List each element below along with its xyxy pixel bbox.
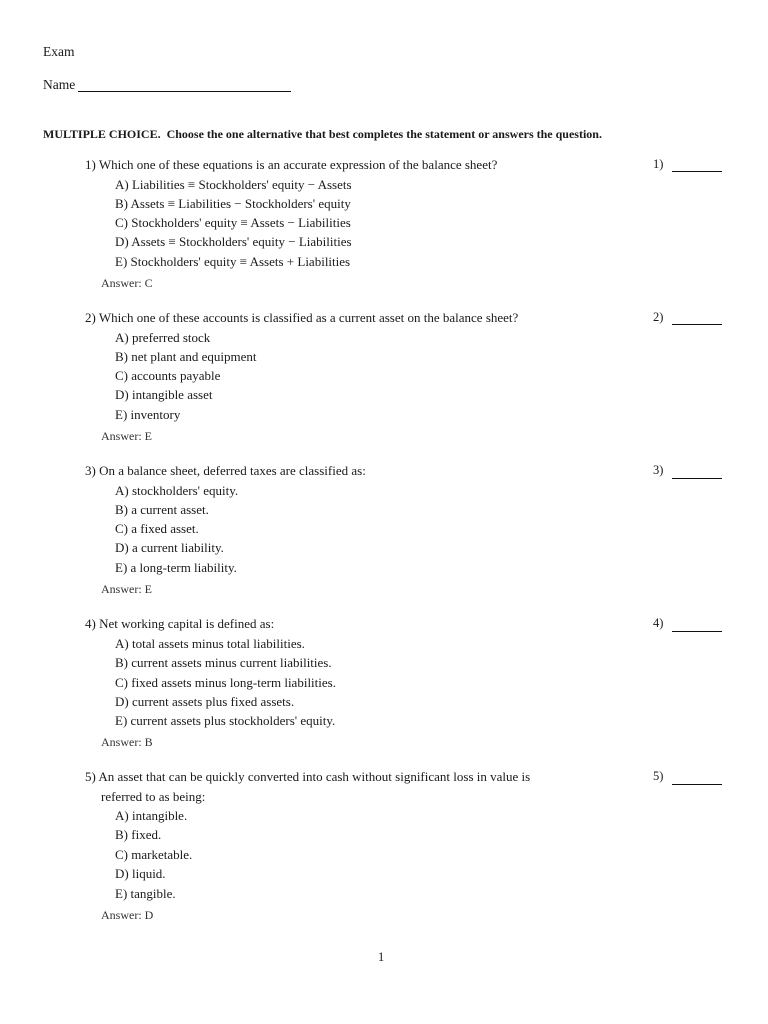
answer-label: Answer:: [101, 735, 142, 749]
answer-label: Answer:: [101, 429, 142, 443]
question-2-option-b[interactable]: B) net plant and equipment: [115, 349, 257, 364]
question-3-stem: [85, 463, 366, 479]
question-3-option-e[interactable]: E) a long-term liability.: [115, 560, 237, 575]
question-2-answer-blank[interactable]: [672, 324, 722, 325]
question-1-text: Which one of these equations is an accurate expression of the balance sheet?: [98, 157, 498, 172]
question-2-option-a[interactable]: A) preferred stock: [115, 330, 211, 345]
question-2-option-e[interactable]: E) inventory: [115, 407, 181, 422]
question-5-text: An asset that can be quickly converted into cash without significant loss in value is: [98, 769, 531, 784]
answer-label: Answer:: [101, 908, 142, 922]
answer-value: D: [144, 908, 154, 922]
question-2-option-d[interactable]: D) intangible asset: [115, 387, 213, 402]
question-2-number: 2): [85, 310, 96, 325]
question-5-option-b[interactable]: B) fixed.: [115, 827, 162, 842]
question-4-option-a[interactable]: A) total assets minus total liabilities.: [115, 636, 305, 651]
question-1-answer: [101, 276, 153, 291]
question-1-stem: [85, 157, 497, 173]
question-2-stem: [85, 310, 518, 326]
question-1-answer-blank[interactable]: [672, 171, 722, 172]
question-5-answer: [101, 908, 153, 923]
question-2-blank-number: 2): [653, 310, 664, 324]
question-4-number: 4): [85, 616, 96, 631]
question-4-option-c[interactable]: C) fixed assets minus long-term liabilities.: [115, 675, 336, 690]
question-4-answer-blank[interactable]: [672, 631, 722, 632]
instructions-text: Choose the one alternative that best completes the statement or answers the question.: [166, 127, 602, 141]
answer-value: B: [144, 735, 153, 749]
question-5-number: 5): [85, 769, 96, 784]
question-4-blank-number: 4): [653, 616, 664, 630]
name-label: Name: [43, 77, 76, 92]
question-5-text-continued: referred to as being:: [101, 789, 206, 804]
question-5-answer-blank[interactable]: [672, 784, 722, 785]
question-2-option-c[interactable]: C) accounts payable: [115, 368, 221, 383]
instructions: [43, 127, 602, 142]
instructions-heading: MULTIPLE CHOICE.: [43, 127, 161, 141]
question-2-text: Which one of these accounts is classified as a current asset on the balance sheet?: [98, 310, 519, 325]
question-3-option-a[interactable]: A) stockholders' equity.: [115, 483, 239, 498]
question-1-option-b[interactable]: B) Assets ≡ Liabilities − Stockholders' equity: [115, 196, 351, 211]
question-3-blank-number: 3): [653, 463, 664, 477]
answer-value: E: [144, 582, 153, 596]
question-5-option-a[interactable]: A) intangible.: [115, 808, 188, 823]
question-3-option-b[interactable]: B) a current asset.: [115, 502, 209, 517]
question-1-option-a[interactable]: A) Liabilities ≡ Stockholders' equity − Assets: [115, 177, 352, 192]
question-1-option-d[interactable]: D) Assets ≡ Stockholders' equity − Liabilities: [115, 234, 352, 249]
question-5-stem: [85, 769, 530, 785]
question-5-blank-number: 5): [653, 769, 664, 783]
question-4-option-e[interactable]: E) current assets plus stockholders' equity.: [115, 713, 336, 728]
question-1-option-e[interactable]: E) Stockholders' equity ≡ Assets + Liabilities: [115, 254, 351, 269]
question-4-answer: [101, 735, 153, 750]
question-3-number: 3): [85, 463, 96, 478]
exam-title: Exam: [43, 44, 75, 59]
question-5-option-c[interactable]: C) marketable.: [115, 847, 193, 862]
question-3-option-c[interactable]: C) a fixed asset.: [115, 521, 199, 536]
question-1-option-c[interactable]: C) Stockholders' equity ≡ Assets − Liabilities: [115, 215, 351, 230]
answer-label: Answer:: [101, 582, 142, 596]
question-4-option-d[interactable]: D) current assets plus fixed assets.: [115, 694, 295, 709]
question-3-answer-blank[interactable]: [672, 478, 722, 479]
question-1-number: 1): [85, 157, 96, 172]
question-4-option-b[interactable]: B) current assets minus current liabilities.: [115, 655, 332, 670]
question-5-option-e[interactable]: E) tangible.: [115, 886, 176, 901]
page-number: 1: [378, 950, 385, 964]
answer-value: C: [144, 276, 153, 290]
question-2-answer: [101, 429, 152, 444]
answer-label: Answer:: [101, 276, 142, 290]
question-4-stem: [85, 616, 274, 632]
question-3-text: On a balance sheet, deferred taxes are classified as:: [99, 463, 366, 478]
question-4-text: Net working capital is defined as:: [99, 616, 275, 631]
question-1-blank-number: 1): [653, 157, 664, 171]
question-3-option-d[interactable]: D) a current liability.: [115, 540, 224, 555]
answer-value: E: [144, 429, 153, 443]
question-5-option-d[interactable]: D) liquid.: [115, 866, 166, 881]
question-3-answer: [101, 582, 152, 597]
name-field-line[interactable]: [78, 91, 291, 92]
